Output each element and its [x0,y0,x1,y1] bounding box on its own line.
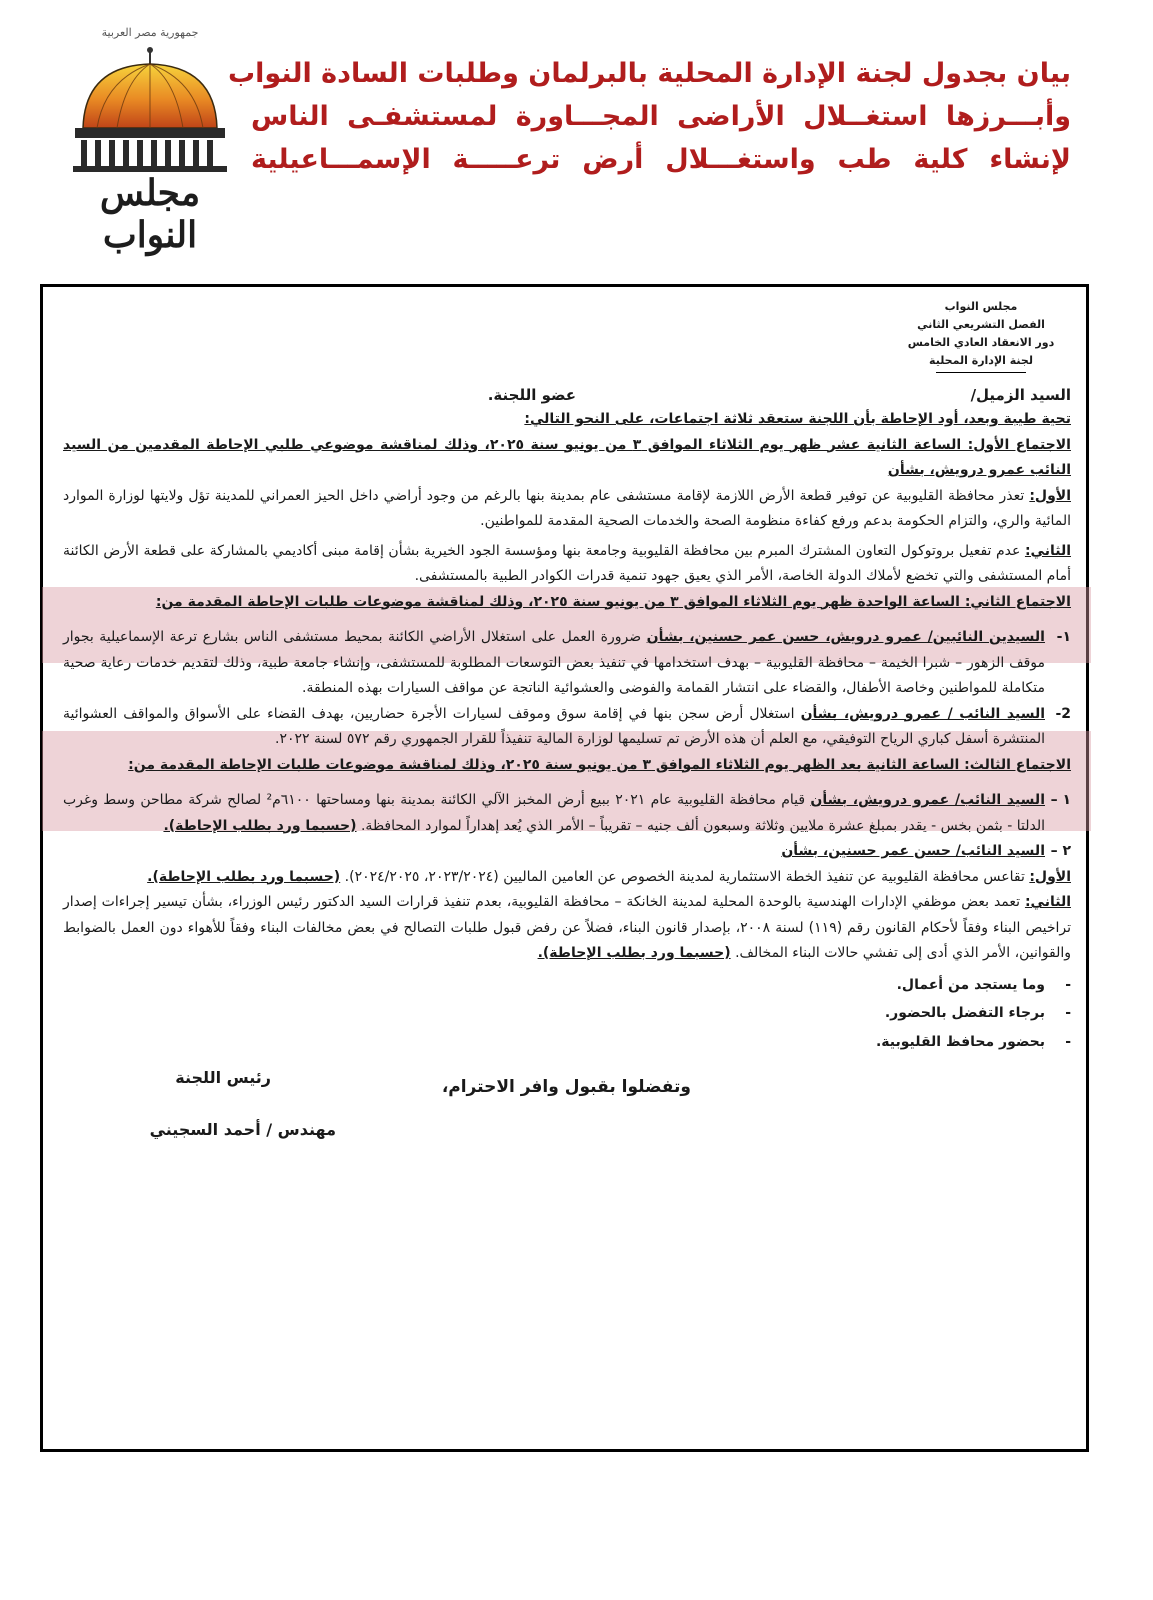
meeting-1-second [63,539,1071,590]
headline-line-2: وأبـــرزها استغــلال الأراضى المجـــاورة لمستشفـى الناس [251,101,1071,132]
meeting-3-first [63,865,1071,891]
item-label: السيد النائب/ حسن عمر حسنين، بشأن [781,843,1045,859]
committee-chair-title: رئيس اللجنة [175,1068,271,1087]
item-number: ٢ – [1050,843,1071,859]
meeting-3-item-2 [63,839,1071,865]
closing-list [63,973,1071,1056]
headline-line-1: بيان بجدول لجنة الإدارة المحلية بالبرلمان وطلبات السادة النواب [228,58,1071,89]
meeting-1-second-label: الثاني: [1024,542,1071,559]
item-text: قيام محافظة القليوبية عام ٢٠٢١ ببيع أرض المخبز الآلي الكائنة بمدينة بنها ومساحتها ٦١٠٠م² لصالح شركة مطاحن وسط وغرب الدلتا - بثمن بخس - يقدر بمبلغ عشرة ملايين وثلاثة وسبعون ألف جنيه – تقريباً – الأمر الذي يُعد إهداراً لموارد المحافظة. [63,792,1045,834]
item-label: السيدين النائبين/ عمرو درويش، حسن عمر حسنين، بشأن [646,629,1045,645]
closing-thanks: وتفضلوا بقبول وافر الاحترام، [441,1077,691,1097]
item-label: السيد النائب / عمرو درويش، بشأن [800,705,1045,722]
meeting-2-heading: الاجتماع الثاني: الساعة الواحدة ظهر يوم الثلاثاء الموافق ٣ من يونيو سنة ٢٠٢٥، وذلك لمناقشة موضوعات طلبات الإحاطة المقدمة من: [155,593,1071,610]
meeting-3-first-text: تقاعس محافظة القليوبية عن تنفيذ الخطة الاستثمارية لمدينة الخصوص عن العامين الماليين (٢٠٢٣/٢٠٢٤، ٢٠٢٤/٢٠٢٥). [340,868,1030,885]
closing-item: - برجاء التفضل بالحضور. [884,1005,1071,1021]
org-header [891,298,1071,373]
meeting-3-item-1 [63,788,1071,839]
org-line: الفصل التشريعي الثاني [917,318,1045,331]
headline [228,52,1071,181]
meeting-1-second-text: عدم تفعيل بروتوكول التعاون المشترك المبرم بين محافظة القليوبية وجامعة بنها ومؤسسة الجود الخيرية بشأن إقامة مبنى أكاديمي بالمشاركة على قطعة الأرض الكائنة أمام المستشفى والتي تخضع لأملاك الدولة الخاصة، الأمر الذي يعيق جهود تنمية قدرات الكوادر الطبية بالمستشفى. [63,542,1071,584]
letter-body [63,298,1071,1151]
item-text: استغلال أرض سجن بنها في إقامة سوق وموقف لسيارات الأجرة حضاريين، بهدف القضاء على الأسواق والمواقف العشوائية المنتشرة أسفل كباري الرياح التوفيقي، مع العلم أن هذه الأرض تم تسليمها لوزارة المالية تنفيذاً للقرار الجمهوري رقم ٥٧٢ لسنة ٢٠٢٢. [63,705,1045,747]
logo-name: مجلس النواب [99,172,201,256]
closing-item: - بحضور محافظ القليوبية. [875,1033,1071,1050]
meeting-3-first-label: الأول: [1029,868,1071,885]
meeting-3-heading: الاجتماع الثالث: الساعة الثانية بعد الظهر يوم الثلاثاء الموافق ٣ من يونيو سنة ٢٠٢٥، وذلك لمناقشة موضوعات طلبات الإحاطة المقدمة من: [128,756,1071,773]
meeting-3-second-label: الثاني: [1024,894,1071,910]
org-line: دور الانعقاد العادي الخامس [907,336,1055,349]
meeting-1-heading: الاجتماع الأول: الساعة الثانية عشر ظهر يوم الثلاثاء الموافق ٣ من يونيو سنة ٢٠٢٥، وذلك لمناقشة موضوعي طلبي الإحاطة المقدمين من السيد النائب عمرو درويش، بشأن [63,436,1071,478]
closing-item: - وما يستجد من أعمال. [896,976,1071,993]
org-line: مجلس النواب [944,300,1018,313]
meeting-3-second-text: تعمد بعض موظفي الإدارات الهندسية بالوحدة المحلية لمدينة الخانكة – محافظة القليوبية، بعدم تنفيذ قرارات السيد الدكتور رئيس الوزراء، بشأن تيسير إجراءات إصدار تراخيص البناء وفقاً لأحكام القانون رقم (١١٩) لسنة ٢٠٠٨، بإصدار قانون البناء، فضلاً عن رفض قبول طلبات التصالح في بعض مخالفات البناء وفقاً للأهواء دون العمل بالضوابط والقوانين، الأمر الذي أدى إلى تفشي حالات البناء المخالف. [63,894,1071,961]
chair-name: مهندس / أحمد السجيني [149,1120,336,1139]
org-line: لجنة الإدارة المحلية [929,354,1033,367]
logo-caption: جمهورية مصر العربية [101,26,199,39]
meeting-1-first-text: تعذر محافظة القليوبية عن توفير قطعة الأرض اللازمة لإقامة مستشفى عام بمدينة بنها بالرغم من وجود أراضي داخل الحيز العمراني للمدينة تؤل ولايتها لوزارة الموارد المائية والري، والتزام الحكومة بدعم ورفع كفاءة منظومة الصحة والخدمات الصحية المقدمة للمواطنين. [63,487,1071,529]
parliament-logo [55,22,245,256]
meeting-3-first-note: (حسبما ورد بطلب الإحاطة). [147,868,341,885]
item-label: السيد النائب/ عمرو درويش، بشأن [810,792,1045,808]
salutation-to: السيد الزميل/ [970,386,1071,404]
meeting-2-item-1 [63,625,1071,702]
item-note: (حسبما ورد بطلب الإحاطة). [163,817,357,834]
salutation [63,383,1071,407]
headline-line-3: لإنشاء كلية طب واستغـــلال أرض ترعـــــة الإسمـــاعيلية [251,144,1071,175]
org-underline [936,372,1026,373]
item-number: 2- [1055,705,1071,722]
meeting-2-item-2 [63,702,1071,753]
salutation-member: عضو اللجنة. [487,386,576,404]
item-number: ١ – [1050,792,1071,808]
meeting-1-first [63,484,1071,535]
item-text: ضرورة العمل على استغلال الأراضي الكائنة بمحيط مستشفى الناس بشارع ترعة الإسماعيلية بجوار موقف الزهور – شبرا الخيمة – محافظة القليوبية – بهدف استخدامها في تنفيذ بعض التوسعات المطلوبة للمستشفى، وإنشاء جامعة طبية، وذلك لتقديم خدمات رعاية صحية متكاملة للمواطنين وخاصة الأطفال، والقضاء على انتشار القمامة والفوضى والعشوائية الناتجة عن مواقف السيارات بهذه المنطقة. [63,629,1045,696]
dome-icon [55,40,245,190]
signature-block [63,1061,1071,1151]
meeting-1-first-label: الأول: [1029,487,1071,504]
meeting-3-second [63,890,1071,967]
intro: تحية طيبة وبعد، أود الإحاطة بأن اللجنة ستعقد ثلاثة اجتماعات، على النحو التالي: [524,411,1071,427]
item-number: ١- [1056,629,1071,645]
meeting-3-second-note: (حسبما ورد بطلب الإحاطة). [537,945,731,961]
